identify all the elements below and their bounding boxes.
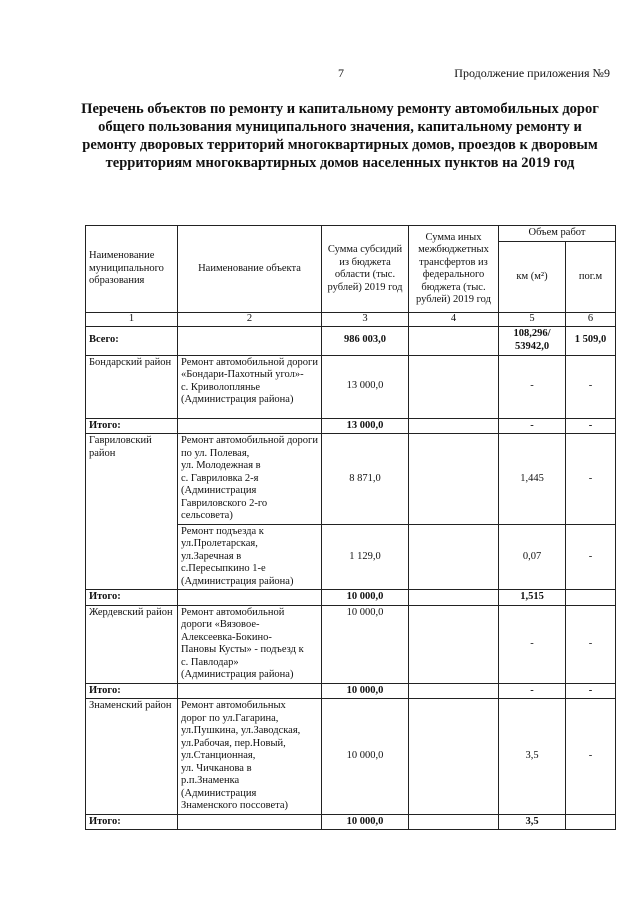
pogm-cell: -: [566, 605, 616, 683]
table-row: [86, 699, 616, 815]
subsidy-cell: 1 129,0: [322, 524, 409, 590]
km-cell: 3,5: [499, 699, 566, 815]
continuation-note: Продолжение приложения №9: [454, 66, 610, 80]
header-km: км (м²): [499, 241, 566, 313]
transfers-cell: [409, 434, 499, 525]
subtotal-transfers: [409, 418, 499, 434]
table-row: [86, 355, 616, 418]
municipality-cell: Знаменский район: [86, 699, 178, 815]
col-number: 1: [86, 313, 178, 327]
col-number: 6: [566, 313, 616, 327]
subtotal-row: [86, 814, 616, 830]
transfers-cell: [409, 524, 499, 590]
header-pogm: пог.м: [566, 241, 616, 313]
grand-total-km: 108,296/ 53942,0: [499, 326, 566, 355]
subtotal-km: -: [499, 418, 566, 434]
objects-table: [85, 225, 616, 830]
subtotal-pogm: [566, 814, 616, 830]
grand-total-subsidy: 986 003,0: [322, 326, 409, 355]
subtotal-km: 1,515: [499, 590, 566, 606]
subsidy-cell: 8 871,0: [322, 434, 409, 525]
grand-total-pogm: 1 509,0: [566, 326, 616, 355]
object-cell: Ремонт автомобильной дороги по ул. Полевая, ул. Молодежная в с. Гавриловка 2-я (Администрация Гавриловского 2-го сельсовета): [178, 434, 322, 525]
col-number: 2: [178, 313, 322, 327]
subtotal-subsidy: 13 000,0: [322, 418, 409, 434]
object-cell: Ремонт подъезда к ул.Пролетарская, ул.Заречная в с.Пересыпкино 1-е (Администрация района): [178, 524, 322, 590]
subtotal-subsidy: 10 000,0: [322, 590, 409, 606]
subsidy-cell: 10 000,0: [322, 605, 409, 683]
subtotal-object: [178, 814, 322, 830]
transfers-cell: [409, 355, 499, 418]
subtotal-transfers: [409, 814, 499, 830]
subtotal-pogm: -: [566, 683, 616, 699]
table-row: [86, 605, 616, 683]
subtotal-label: Итого:: [86, 814, 178, 830]
header-subsidy: Сумма субсидий из бюджета области (тыс. рублей) 2019 год: [322, 226, 409, 313]
subtotal-object: [178, 590, 322, 606]
grand-total-object: [178, 326, 322, 355]
subtotal-row: [86, 590, 616, 606]
km-cell: 1,445: [499, 434, 566, 525]
subtotal-label: Итого:: [86, 590, 178, 606]
grand-total-transfers: [409, 326, 499, 355]
object-cell: Ремонт автомобильной дороги «Бондари-Пахотный угол»- с. Криволоплянье (Администрация района): [178, 355, 322, 418]
subtotal-km: 3,5: [499, 814, 566, 830]
subsidy-cell: 10 000,0: [322, 699, 409, 815]
subsidy-cell: 13 000,0: [322, 355, 409, 418]
subtotal-pogm: [566, 590, 616, 606]
pogm-cell: -: [566, 434, 616, 525]
subtotal-subsidy: 10 000,0: [322, 683, 409, 699]
subtotal-object: [178, 683, 322, 699]
subtotal-subsidy: 10 000,0: [322, 814, 409, 830]
transfers-cell: [409, 699, 499, 815]
col-number: 4: [409, 313, 499, 327]
subtotal-km: -: [499, 683, 566, 699]
subtotal-transfers: [409, 590, 499, 606]
table-row: [86, 434, 616, 525]
pogm-cell: -: [566, 355, 616, 418]
municipality-cell: Жердевский район: [86, 605, 178, 683]
subtotal-pogm: -: [566, 418, 616, 434]
column-number-row: [86, 313, 616, 327]
document-title: Перечень объектов по ремонту и капитальному ремонту автомобильных дорог общего пользования муниципального значения, капитальному ремонту и ремонту дворовых территорий многоквартирных домов, проездов к дворовым территориям многоквартирных домов населенных пунктов на 2019 год: [81, 101, 599, 171]
subtotal-object: [178, 418, 322, 434]
subtotal-label: Итого:: [86, 418, 178, 434]
pogm-cell: -: [566, 524, 616, 590]
municipality-cell: Гавриловский район: [86, 434, 178, 590]
page-number: 7: [338, 66, 344, 80]
object-cell: Ремонт автомобильных дорог по ул.Гагарина, ул.Пушкина, ул.Заводская, ул.Рабочая, пер.Новый, ул.Станционная, ул. Чичканова в р.п.Знаменка (Администрация Знаменского поссовета): [178, 699, 322, 815]
object-cell: Ремонт автомобильной дороги «Вязовое- Алексеевка-Бокино- Пановы Кусты» - подъезд к с. Павлодар» (Администрация района): [178, 605, 322, 683]
header-volume: Объем работ: [499, 226, 616, 242]
subtotal-label: Итого:: [86, 683, 178, 699]
header-object: Наименование объекта: [178, 226, 322, 313]
grand-total-label: Всего:: [86, 326, 178, 355]
header-municipality: Наименование муниципального образования: [86, 226, 178, 313]
km-cell: -: [499, 605, 566, 683]
header-transfers: Сумма иных межбюджетных трансфертов из федерального бюджета (тыс. рублей) 2019 год: [409, 226, 499, 313]
col-number: 5: [499, 313, 566, 327]
grand-total-row: [86, 326, 616, 355]
subtotal-transfers: [409, 683, 499, 699]
km-cell: -: [499, 355, 566, 418]
km-cell: 0,07: [499, 524, 566, 590]
transfers-cell: [409, 605, 499, 683]
subtotal-row: [86, 418, 616, 434]
municipality-cell: Бондарский район: [86, 355, 178, 418]
col-number: 3: [322, 313, 409, 327]
pogm-cell: -: [566, 699, 616, 815]
subtotal-row: [86, 683, 616, 699]
table-header-row: [86, 226, 616, 242]
